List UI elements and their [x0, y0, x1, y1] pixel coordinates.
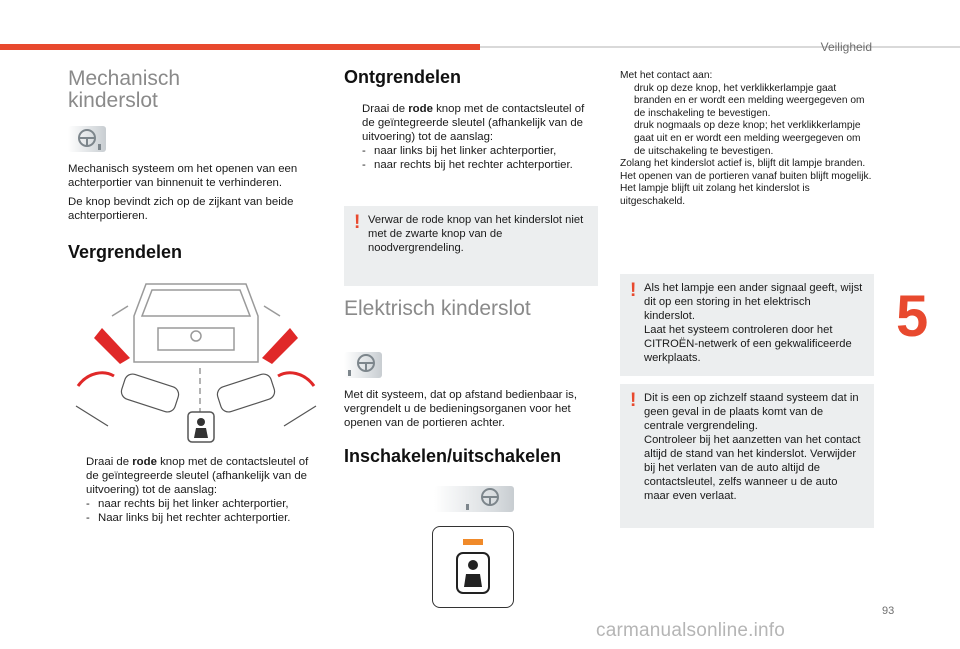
steering-wheel-icon: [344, 352, 382, 378]
page-title-line2: kinderslot: [68, 89, 158, 113]
lock-subitem: - naar rechts bij het linker achterportier,: [86, 498, 289, 510]
warning-text-part: Controleer bij het aanzetten van het contact altijd de stand van het kinderslot. Verwijder bij het verlaten van de auto altijd de contactsleutel, zelfs wanneer u de auto maar even verlaat.: [644, 434, 861, 502]
lock-heading: Vergrendelen: [68, 242, 183, 262]
unlock-instruction: [344, 102, 600, 172]
watermark: carmanualsonline.info: [596, 620, 786, 641]
unlock-bullet: [344, 102, 600, 172]
note-bullet: [620, 83, 874, 121]
unlock-subitem-text: naar links bij het linker achterportier,: [374, 145, 557, 157]
warning-text: Verwar de rode knop van het kinderslot niet met de zwarte knop van de noodvergrendeling.: [368, 214, 584, 254]
unlock-bullet-pre: Draai de: [362, 103, 409, 115]
note-bullet-text: druk nogmaals op deze knop; het verklikkerlampje gaat uit en er wordt een melding weergegeven om de uitschakeling te bevestigen.: [634, 120, 861, 157]
note-bullet-text: druk op deze knop, het verklikkerlampje gaat branden en er wordt een melding weergegeven om de inschakeling te bevestigen.: [634, 82, 865, 119]
warning-icon: !: [630, 280, 637, 301]
warning-box-red-knob: [344, 206, 598, 286]
warning-text: [644, 391, 864, 503]
electric-lock-text: Met dit systeem, dat op afstand bedienbaar is, vergrendelt u de bedieningsorganen voor het openen van de portieren achter.: [344, 389, 578, 429]
child-lock-button[interactable]: [432, 526, 514, 608]
steering-wheel-icon: [68, 126, 106, 152]
switch-heading: Inschakelen/uitschakelen: [344, 446, 562, 466]
steering-wheel-icon: [434, 486, 514, 512]
lock-bullet: [68, 455, 324, 525]
warning-text: [644, 281, 864, 365]
warning-icon: !: [354, 212, 361, 233]
section-label: Veiligheid: [820, 40, 872, 54]
note-paragraph: Zolang het kinderslot actief is, blijft dit lampje branden. Het openen van de portieren vanaf buiten blijft mogelijk.: [620, 158, 872, 182]
page-number: 93: [882, 605, 895, 617]
lock-subitem-text: Naar links bij het rechter achterportier.: [98, 512, 291, 524]
unlock-subitem: - naar rechts bij het rechter achterportier.: [362, 159, 573, 171]
operation-notes: [620, 70, 874, 209]
electric-lock-title: Elektrisch kinderslot: [344, 297, 531, 320]
unlock-bullet-bold: rode: [408, 103, 433, 115]
intro-paragraph-1: Mechanisch systeem om het openen van een achterportier van binnenuit te verhinderen.: [68, 163, 298, 189]
header-rule: [480, 46, 960, 48]
child-lock-illustration: [68, 276, 324, 446]
warning-text-part: Laat het systeem controleren door het CITROËN-netwerk of een gekwalificeerde werkplaats.: [644, 324, 852, 364]
unlock-bullet-post: knop met de contactsleutel of de geïntegreerde sleutel (afhankelijk van de uitvoering) tot de aanslag:: [362, 103, 585, 143]
lock-instruction: [68, 455, 324, 525]
unlock-heading: Ontgrendelen: [344, 67, 462, 87]
intro-paragraph-2: De knop bevindt zich op de zijkant van beide achterportieren.: [68, 196, 294, 222]
warning-box-fault: [620, 274, 874, 376]
contact-label: Met het contact aan:: [620, 70, 713, 81]
chapter-number: 5: [896, 284, 929, 349]
warning-text-part: Als het lampje een ander signaal geeft, wijst dit op een storing in het elektrisch kinderslot.: [644, 282, 863, 322]
page-title-line1: Mechanisch: [68, 67, 181, 90]
unlock-subitem-text: naar rechts bij het rechter achterportier.: [374, 159, 573, 171]
warning-text-part: Dit is een op zichzelf staand systeem dat in geen geval in de plaats komt van de centrale vergrendeling.: [644, 392, 859, 432]
note-paragraph-2: Het lampje blijft uit zolang het kinderslot is uitgeschakeld.: [620, 183, 810, 207]
note-bullet: [620, 120, 874, 158]
warning-icon: !: [630, 390, 637, 411]
lock-subitem: - Naar links bij het rechter achterportier.: [86, 512, 291, 524]
page-title: [68, 68, 180, 112]
unlock-subitem: - naar links bij het linker achterportier,: [362, 145, 557, 157]
lock-bullet-post: knop met de contactsleutel of de geïntegreerde sleutel (afhankelijk van de uitvoering) tot de aanslag:: [86, 456, 309, 496]
warning-box-standalone: [620, 384, 874, 528]
header-accent-bar: [0, 44, 480, 50]
lock-bullet-bold: rode: [132, 456, 157, 468]
lock-bullet-pre: Draai de: [86, 456, 133, 468]
lock-subitem-text: naar rechts bij het linker achterportier,: [98, 498, 289, 510]
